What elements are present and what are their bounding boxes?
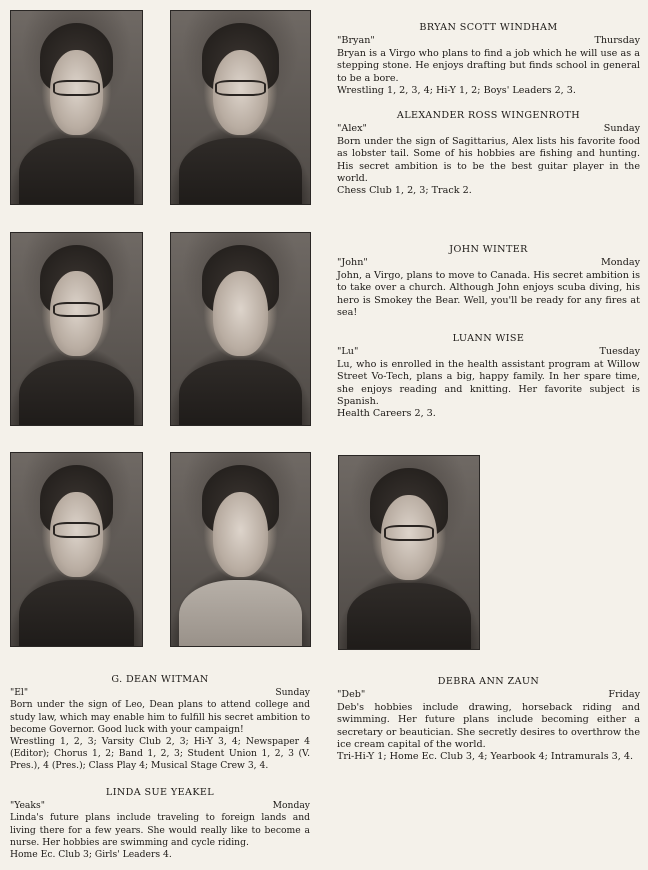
portrait-alexander-wingenroth — [170, 10, 311, 205]
entry-linda-yeakel — [10, 787, 310, 861]
portrait-dean-witman — [10, 452, 143, 647]
student-name: LINDA SUE YEAKEL — [105, 787, 215, 798]
portrait-bryan-windham — [10, 10, 143, 205]
student-bio: Deb's hobbies include drawing, horseback riding and swimming. Her future plans include becoming either a secretary or beautician. She secretly desires to overthrow the ice cream capital of the world. — [337, 701, 640, 751]
student-day: Friday — [608, 689, 640, 701]
entry-luann-wise — [337, 333, 640, 421]
portrait-linda-yeakel — [170, 452, 311, 647]
entry-bryan-windham — [337, 22, 640, 97]
student-day: Thursday — [594, 35, 640, 47]
student-activities: Home Ec. Club 3; Girls' Leaders 4. — [10, 849, 172, 861]
student-bio: Linda's future plans include traveling to foreign lands and living there for a few years. She would really like to become a nurse. Her hobbies are swimming and cycle riding. — [10, 812, 310, 848]
student-name: G. DEAN WITMAN — [111, 674, 209, 685]
student-nickname: "Deb" — [337, 689, 366, 701]
student-day: Tuesday — [599, 346, 640, 358]
student-name: DEBRA ANN ZAUN — [437, 676, 540, 687]
student-nickname: "John" — [337, 257, 368, 269]
portrait-luann-wise — [170, 232, 311, 426]
student-nickname: "El" — [10, 687, 29, 699]
student-day: Monday — [600, 257, 640, 269]
student-nickname: "Alex" — [337, 123, 367, 135]
entry-john-winter — [337, 244, 640, 319]
student-activities: Wrestling 1, 2, 3, 4; Hi-Y 1, 2; Boys' Leaders 2, 3. — [337, 85, 576, 97]
student-name: BRYAN SCOTT WINDHAM — [419, 22, 558, 33]
student-day: Sunday — [275, 687, 310, 699]
student-bio: Born under the sign of Sagittarius, Alex lists his favorite food as lobster tail. Some of his hobbies are fishing and hunting. His secret ambition is to be the best guitar player in the world. — [337, 135, 640, 185]
entry-dean-witman — [10, 674, 310, 773]
student-bio: Bryan is a Virgo who plans to find a job which he will use as a stepping stone. He enjoys drafting but finds school in general to be a bore. — [337, 47, 640, 84]
student-name: ALEXANDER ROSS WINGENROTH — [396, 110, 581, 121]
student-day: Monday — [272, 800, 310, 812]
portrait-john-winter — [10, 232, 143, 426]
portrait-debra-zaun — [338, 455, 480, 650]
student-bio: Lu, who is enrolled in the health assistant program at Willow Street Vo-Tech, plans a big, happy family. In her spare time, she enjoys reading and knitting. Her favorite subject is Spanish. — [337, 358, 640, 408]
student-activities: Wrestling 1, 2, 3; Varsity Club 2, 3; Hi-Y 3, 4; Newspaper 4 (Editor); Chorus 1, 2; Band 1, 2, 3; Student Union 1, 2, 3 (V. Pres.), 4 (Pres.); Class Play 4; Musical Stage Crew 3, 4. — [10, 736, 310, 772]
student-name: JOHN WINTER — [449, 244, 528, 255]
student-day: Sunday — [603, 123, 640, 135]
student-bio: John, a Virgo, plans to move to Canada. His secret ambition is to take over a church. Although John enjoys scuba diving, his hero is Smokey the Bear. Well, you'll be ready for any fires at sea! — [337, 269, 640, 319]
student-name: LUANN WISE — [452, 333, 525, 344]
entry-alexander-wingenroth — [337, 110, 640, 198]
student-nickname: "Yeaks" — [10, 800, 45, 812]
student-bio: Born under the sign of Leo, Dean plans to attend college and study law, which may enable him to fulfill his secret ambition to become Governor. Good luck with your campaign! — [10, 699, 310, 735]
student-nickname: "Bryan" — [337, 35, 375, 47]
student-activities: Health Careers 2, 3. — [337, 408, 436, 420]
entry-debra-zaun — [337, 676, 640, 764]
student-nickname: "Lu" — [337, 346, 359, 358]
student-activities: Tri-Hi-Y 1; Home Ec. Club 3, 4; Yearbook 4; Intramurals 3, 4. — [337, 751, 634, 763]
student-activities: Chess Club 1, 2, 3; Track 2. — [337, 185, 472, 197]
